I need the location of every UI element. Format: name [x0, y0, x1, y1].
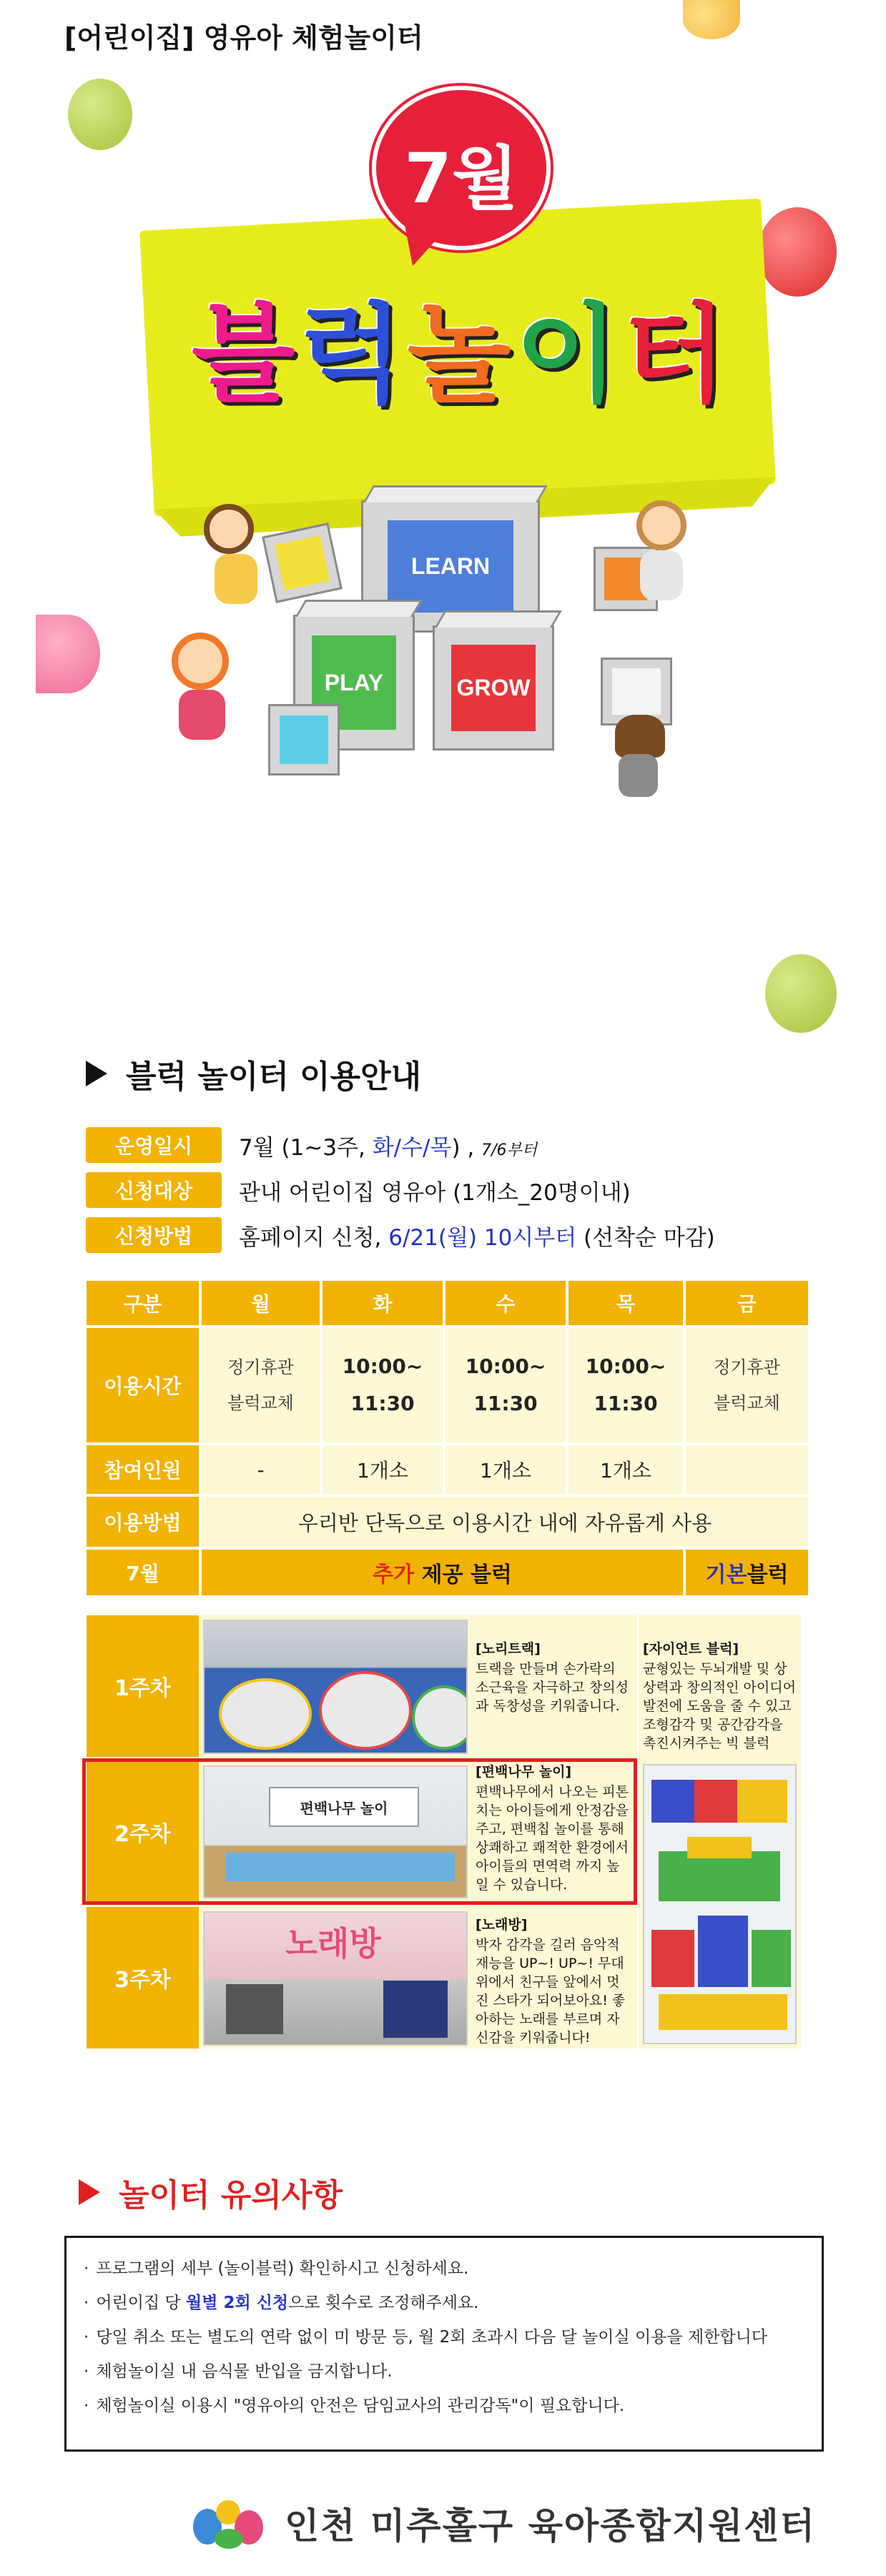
table-cell: 정기휴관 블럭교체 [202, 1328, 320, 1442]
basic-block-header [686, 1550, 808, 1595]
table-header-cell: 금 [686, 1281, 808, 1325]
list-item [84, 2361, 804, 2382]
footer [193, 2487, 816, 2559]
info-row-apply [86, 1216, 715, 1254]
info-text: 관내 어린이집 영유아 (1개소_20명이내) [239, 1179, 631, 1206]
triangle-arrow-icon [86, 1061, 107, 1086]
week1-photo [203, 1620, 468, 1754]
giant-block-photo [643, 1764, 797, 2044]
org-name: 인천 미추홀구 육아종합지원센터 [285, 2505, 817, 2547]
highlight-box [82, 1758, 637, 1905]
note-highlight: 월별 2회 신청 [186, 2294, 289, 2312]
month-speech-bubble [372, 86, 551, 250]
child-illustration [615, 715, 665, 758]
basic-block-description [643, 1640, 797, 1753]
info-text [239, 1219, 715, 1252]
table-cell: 1개소 [446, 1445, 566, 1494]
info-section-title [86, 1051, 421, 1096]
child-illustration [179, 690, 225, 740]
balloon-icon [68, 79, 132, 150]
desc-title: [노래방] [476, 1917, 528, 1933]
balloon-icon [758, 207, 837, 297]
table-cell: - [202, 1445, 320, 1494]
child-illustration [640, 550, 683, 600]
note-text: 어린이집 당 [96, 2294, 187, 2312]
table-cell [686, 1445, 808, 1494]
desc-body: 균형있는 두뇌개발 및 상상력과 창의적인 아이디어 발전에 도움을 줄 수 있고 조형감각 및 공간감각을 촉진시켜주는 빅 블럭 [643, 1661, 796, 1751]
info-row-target [86, 1171, 631, 1209]
desc-title: [노리트랙] [476, 1641, 541, 1657]
info-text [239, 1129, 537, 1161]
poster-banner [0, 0, 886, 815]
info-text-part: 7월 (1~3주, [239, 1134, 373, 1161]
photo-sign: 편백나무 놀이 [269, 1787, 419, 1827]
basic-block-header-text: 블럭 [747, 1562, 789, 1587]
desc-body: 트랙을 만들며 손가락의 소근육을 자극하고 창의성과 독창성을 키워줍니다. [476, 1661, 629, 1714]
triangle-arrow-icon [79, 2179, 100, 2205]
table-cell: 1개소 [323, 1445, 443, 1494]
desc-title: [자이언트 블럭] [643, 1641, 739, 1657]
table-header-cell: 월 [202, 1281, 320, 1325]
table-cell: 1개소 [568, 1445, 683, 1494]
cube-small-yellow [262, 522, 343, 603]
poster-title [154, 268, 769, 422]
desc-title: [편백나무 놀이] [476, 1764, 572, 1780]
info-text-part: 홈페이지 신청, [239, 1224, 389, 1251]
cube-label: LEARN [388, 520, 513, 613]
extra-block-highlight: 추가 [373, 1562, 415, 1587]
table-cell: 10:00~ 11:30 [323, 1328, 443, 1442]
desc-body: 박자 감각을 길러 음악적 재능을 UP~! UP~! 무대위에서 친구들 앞에서 멋진 스타가 되어보아요! 좋아하는 노래를 부르며 자신감을 키워줍니다! [476, 1937, 626, 2046]
list-item [84, 2292, 804, 2314]
page-title: [어린이집] 영유아 체험놀이터 [64, 22, 423, 54]
balloon-icon [765, 954, 837, 1033]
center-logo-icon [193, 2495, 272, 2552]
info-text-part: (선착순 마감) [576, 1224, 715, 1251]
row-label: 7월 [87, 1550, 199, 1595]
week-label: 1주차 [87, 1615, 199, 1757]
child-illustration [636, 500, 686, 550]
info-section-title-text: 블럭 놀이터 이용안내 [126, 1059, 422, 1095]
child-illustration [215, 554, 257, 604]
week1-description [476, 1640, 629, 1715]
note-text: 체험놀이실 이용시 "영유아의 안전은 담임교사의 관리감독"이 필요합니다. [96, 2397, 625, 2415]
month-label: 7월 [404, 139, 518, 219]
list-item [84, 2258, 804, 2279]
info-text-note: 7/6부터 [481, 1141, 538, 1159]
balloon-icon [683, 0, 740, 39]
info-badge: 신청방법 [86, 1217, 222, 1253]
basic-block-highlight: 기본 [705, 1562, 747, 1587]
poster-title-char: 블 [191, 293, 300, 417]
table-cell: 10:00~ 11:30 [446, 1328, 566, 1442]
info-badge: 신청대상 [86, 1172, 222, 1208]
table-cell: 10:00~ 11:30 [568, 1328, 683, 1442]
poster-title-char: 터 [623, 293, 732, 417]
table-cell: 우리반 단독으로 이용시간 내에 자유롭게 사용 [202, 1497, 808, 1547]
info-row-schedule [86, 1126, 537, 1164]
child-illustration [619, 754, 658, 797]
week3-description [476, 1916, 629, 2047]
info-text-highlight: 화/수/목 [372, 1134, 452, 1161]
child-illustration [204, 504, 254, 554]
table-header-cell: 수 [446, 1281, 566, 1325]
cube-small-cyan [268, 704, 340, 776]
child-illustration [172, 633, 229, 690]
table-header-cell: 화 [323, 1281, 443, 1325]
info-text-part: ) , [451, 1134, 482, 1161]
week-label: 3주차 [87, 1907, 199, 2049]
row-label: 참여인원 [87, 1445, 199, 1494]
row-label: 이용시간 [87, 1328, 199, 1442]
cube-grow [433, 625, 554, 750]
table-header-row [87, 1281, 808, 1325]
photo-sign: 노래방 [285, 1924, 381, 1963]
info-badge: 운영일시 [86, 1127, 222, 1163]
table-cell: 정기휴관 블럭교체 [686, 1328, 808, 1442]
info-text-highlight: 6/21(월) 10시부터 [388, 1224, 577, 1251]
cube-label: GROW [451, 645, 536, 732]
table-row-block-header [87, 1550, 808, 1595]
table-header-cell: 목 [568, 1281, 683, 1325]
poster-title-char: 럭 [299, 293, 408, 417]
poster-title-char: 놀 [407, 293, 516, 417]
week3-photo [203, 1911, 468, 2046]
notes-section-title [79, 2169, 343, 2215]
notes-section-title-text: 놀이터 유의사항 [119, 2177, 343, 2214]
cube-label: PLAY [312, 635, 396, 730]
list-item [84, 2395, 804, 2417]
balloon-icon [36, 615, 100, 693]
week-label: 2주차 [87, 1761, 199, 1903]
table-row-method [87, 1497, 808, 1547]
list-item [84, 2327, 804, 2348]
note-text: 프로그램의 세부 (놀이블럭) 확인하시고 신청하세요. [96, 2259, 469, 2278]
schedule-table [84, 1278, 811, 1598]
extra-block-header [202, 1550, 683, 1595]
note-text: 당일 취소 또는 별도의 연락 없이 미 방문 등, 월 2회 초과시 다음 달 놀이실 이용을 제한합니다 [96, 2328, 768, 2347]
table-header-cell: 구분 [87, 1281, 199, 1325]
note-text: 체험놀이실 내 음식물 반입을 금지합니다. [96, 2362, 393, 2381]
table-row-people [87, 1445, 808, 1494]
notes-box [64, 2236, 824, 2452]
desc-body: 편백나무에서 나오는 피톤치는 아이들에게 안정감을 주고, 편백칩 놀이를 통해 상쾌하고 쾌적한 환경에서 아이들의 면역력 까지 높일 수 있습니다. [476, 1784, 629, 1893]
note-text: 으로 횟수로 조정해주세요. [288, 2294, 479, 2312]
table-row-time [87, 1328, 808, 1442]
row-label: 이용방법 [87, 1497, 199, 1547]
extra-block-header-text: 제공 블럭 [414, 1562, 512, 1587]
poster-title-char: 이 [515, 293, 624, 417]
